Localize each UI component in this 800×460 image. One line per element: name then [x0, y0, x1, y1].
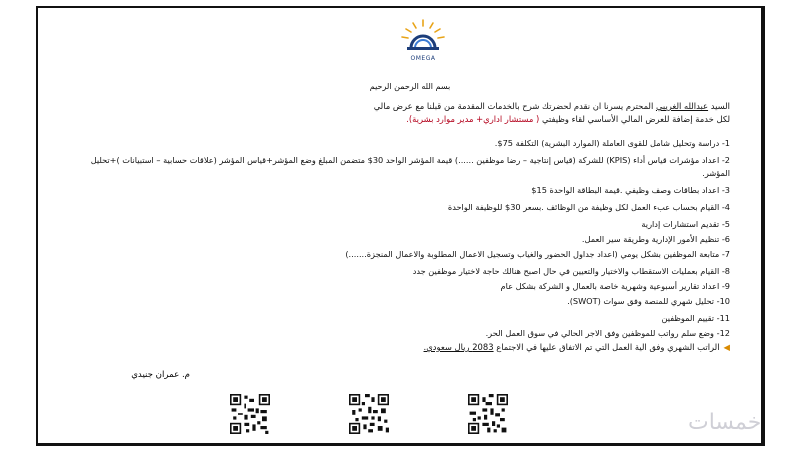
intro-line-b: لكل خدمة إضافة للعرض المالي الأساسي لقاء وظيفتي: [539, 114, 730, 124]
intro-line-a: المحترم يسرنا ان نقدم لحضرتك شرح بالخدمات المقدمة من قبلنا مع عرض مالي: [373, 101, 656, 111]
basmala: بسم الله الرحمن الرحيم: [369, 82, 451, 91]
service-item: 7- متابعة الموظفين بشكل يومي (اعداد جداول الحضور والغياب وتسجيل الاعمال المطلوبة والاعمال المنجزة.......): [345, 249, 730, 259]
intro-prefix: السيد: [708, 101, 730, 111]
intro-paragraph: [90, 100, 730, 126]
service-item: 11- تقييم الموظفين: [661, 313, 730, 323]
logo-text: OMEGA: [410, 55, 436, 62]
qr-code-icon[interactable]: [230, 394, 270, 434]
company-logo: [395, 16, 451, 66]
service-item: 5- تقديم استشارات إدارية: [641, 219, 730, 229]
document-body: [90, 82, 730, 352]
services-list: [90, 137, 730, 340]
document-page: [36, 6, 765, 446]
salary-amount: 2083 ريال سعودي.: [423, 342, 494, 352]
arrow-bullet-icon: ◀: [723, 342, 730, 352]
service-item: 2- اعداد مؤشرات قياس أداء (KPIS) للشركة (قياس إنتاجية – رضا موظفين ......) قيمة المؤشر الواحد 30$ متضمن المبلغ وضع المؤشر+قياس المؤشر (علاقات حسابية – استبيانات )+تحليل المؤشر.: [90, 155, 730, 178]
service-item: 1- دراسة وتحليل شامل للقوى العاملة (الموارد البشرية) التكلفة 75$.: [494, 138, 730, 148]
qr-code-icon[interactable]: [349, 394, 389, 434]
service-item: 3- اعداد بطاقات وصف وظيفي .قيمة البطاقة الواحدة 15$: [531, 185, 730, 195]
service-item: 9- اعداد تقارير أسبوعية وشهرية خاصة بالعمال و الشركة بشكل عام: [500, 281, 730, 291]
salary-line: [90, 342, 730, 352]
service-item: 4- القيام بحساب عبء العمل لكل وظيفة من الوظائف .بسعر 30$ للوظيفة الواحدة: [447, 202, 730, 212]
omega-logo-icon: [395, 16, 451, 56]
watermark: خمسات: [688, 410, 762, 435]
service-item: 10- تحليل شهري للمنصة وفق سوات (SWOT).: [567, 296, 730, 306]
recipient-name: عبدالله الغريبي: [655, 101, 709, 111]
service-item: 6- تنظيم الأمور الإدارية وطريقة سير العمل.: [581, 234, 730, 244]
service-item: 12- وضع سلم رواتب للموظفين وفق الاجر الحالي في سوق العمل الحر.: [485, 328, 730, 338]
job-title-highlight: ( مستشار اداري+ مدير موارد بشرية).: [406, 114, 540, 124]
qr-code-icon[interactable]: [468, 394, 508, 434]
service-item: 8- القيام بعمليات الاستقطاب والاختيار والتعيين في حال اصبح هنالك حاجة لاختيار موظفين جدد: [412, 266, 730, 276]
salary-text: الراتب الشهري وفق الية العمل التي تم الاتفاق عليها في الاجتماع: [493, 342, 720, 352]
signature: م. عمران جنيدي: [131, 370, 190, 380]
